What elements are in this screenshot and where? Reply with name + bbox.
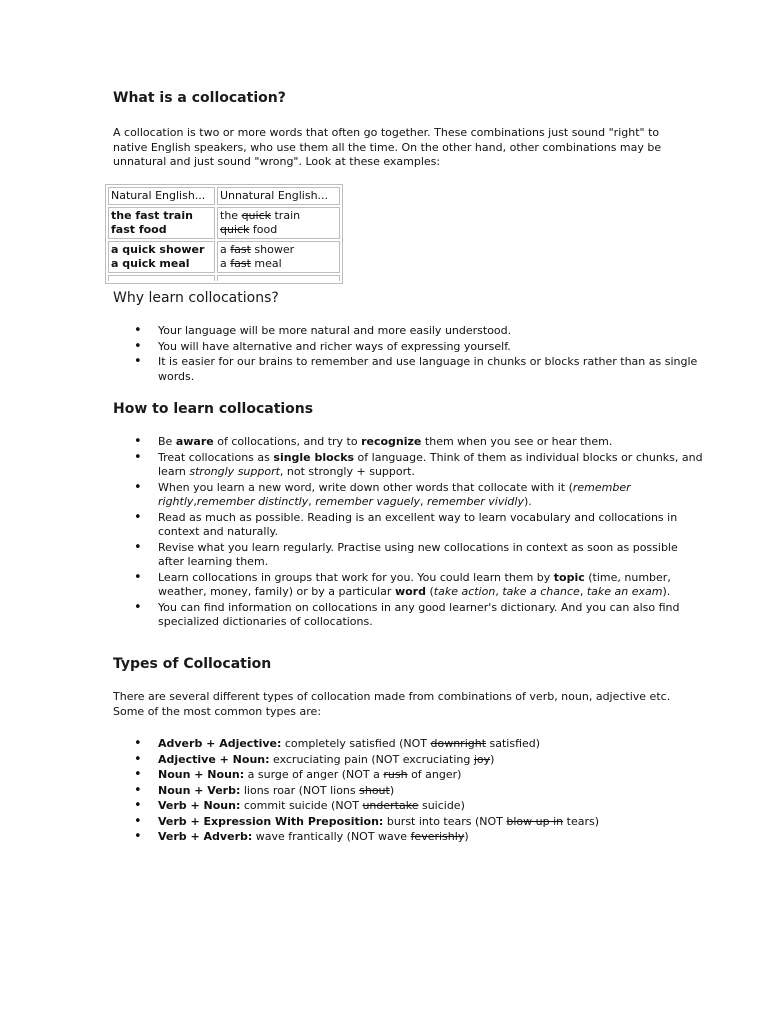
list-item: • Be aware of collocations, and try to recognize them when you see or hear them. <box>158 435 703 450</box>
list-item: • Verb + Adverb: wave frantically (NOT wave feverishly) <box>158 830 703 845</box>
how-list <box>113 435 703 631</box>
natural-example: a quick meal <box>111 257 190 270</box>
list-item: • You will have alternative and richer ways of expressing yourself. <box>158 340 703 355</box>
list-item: • You can find information on collocations in any good learner's dictionary. And you can also find specialized dictionaries of collocations. <box>158 601 703 630</box>
table-header-unnatural: Unnatural English... <box>217 187 340 205</box>
list-item: • Your language will be more natural and more easily understood. <box>158 324 703 339</box>
table-header-row <box>108 187 340 205</box>
unnatural-example: a fast meal <box>220 257 282 270</box>
list-item: • It is easier for our brains to remember and use language in chunks or blocks rather than as single words. <box>158 355 703 384</box>
list-item: • Read as much as possible. Reading is an excellent way to learn vocabulary and collocations in context and naturally. <box>158 511 703 540</box>
list-item: • Noun + Verb: lions roar (NOT lions shout) <box>158 784 703 799</box>
unnatural-cell <box>217 207 340 239</box>
natural-cell <box>108 241 215 273</box>
natural-cell <box>108 207 215 239</box>
heading-types: Types of Collocation <box>113 656 272 672</box>
natural-example: the fast train <box>111 209 193 222</box>
list-item: • Adverb + Adjective: completely satisfied (NOT downright satisfied) <box>158 737 703 752</box>
list-item: • Noun + Noun: a surge of anger (NOT a rush of anger) <box>158 768 703 783</box>
table-header-natural: Natural English... <box>108 187 215 205</box>
list-item: • Verb + Noun: commit suicide (NOT undertake suicide) <box>158 799 703 814</box>
unnatural-example: a fast shower <box>220 243 295 256</box>
unnatural-cell <box>217 241 340 273</box>
list-item: • Revise what you learn regularly. Practise using new collocations in context as soon as possible after learning them. <box>158 541 703 570</box>
unnatural-example: the quick train <box>220 209 301 222</box>
types-list <box>113 737 703 846</box>
list-item: • When you learn a new word, write down other words that collocate with it (remember rightly,remember distinctly, remember vaguely, remember vividly). <box>158 481 703 510</box>
natural-example: a quick shower <box>111 243 205 256</box>
types-paragraph: There are several different types of collocation made from combinations of verb, noun, adjective etc. Some of the most common types are: <box>113 690 671 718</box>
heading-how-to-learn: How to learn collocations <box>113 401 314 417</box>
why-list <box>113 324 703 385</box>
natural-example: fast food <box>111 223 167 236</box>
examples-table <box>105 184 343 284</box>
list-item: • Adjective + Noun: excruciating pain (NOT excruciating joy) <box>158 753 703 768</box>
table-partial-row <box>108 275 340 281</box>
intro-paragraph: A collocation is two or more words that often go together. These combinations just sound "right" to native English speakers, who use them all the time. On the other hand, other combinations may be unnatural and just sound "wrong". Look at these examples: <box>113 126 662 168</box>
unnatural-example: quick food <box>220 223 278 236</box>
heading-why-learn: Why learn collocations? <box>113 290 279 306</box>
list-item: • Learn collocations in groups that work for you. You could learn them by topic (time, number, weather, money, family) or by a particular word (take action, take a chance, take an exam). <box>158 571 703 600</box>
heading-what-is-collocation: What is a collocation? <box>113 90 286 106</box>
table-row <box>108 207 340 239</box>
list-item: • Verb + Expression With Preposition: burst into tears (NOT blow up in tears) <box>158 815 703 830</box>
list-item: • Treat collocations as single blocks of language. Think of them as individual blocks or chunks, and learn strongly support, not strongly + support. <box>158 451 703 480</box>
table-row <box>108 241 340 273</box>
